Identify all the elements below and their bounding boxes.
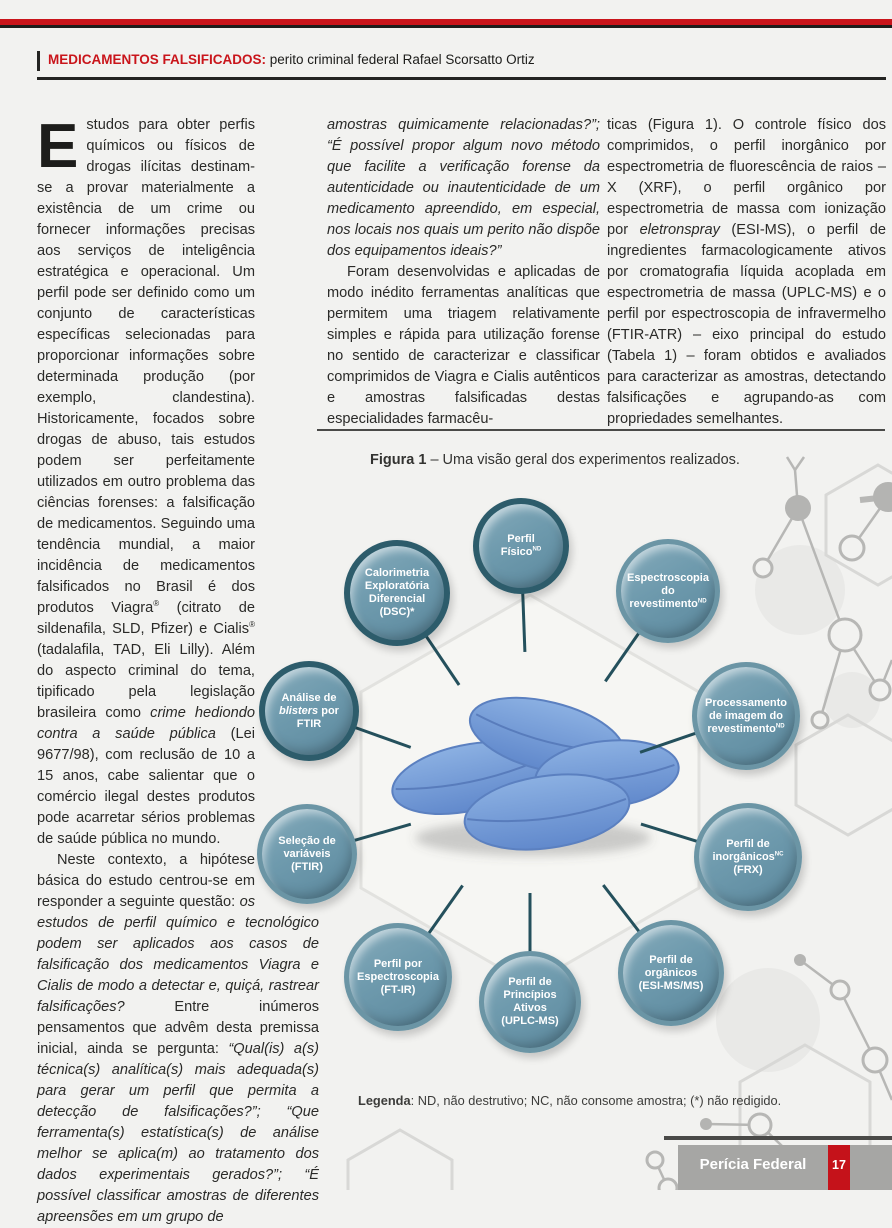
figure-node-label-line: blisters por — [279, 704, 339, 717]
figure-node-perfil-organicos — [618, 920, 724, 1026]
figure-node-label-line: Processamento — [705, 696, 787, 709]
figure-node-label-line: Perfil — [507, 533, 535, 545]
dropcap: E — [37, 112, 79, 181]
kicker-title: MEDICAMENTOS FALSIFICADOS: — [48, 52, 267, 67]
figure-caption — [320, 452, 790, 468]
figure-node-label-line: Exploratória — [364, 580, 430, 592]
figure-node-label-line: Diferencial — [368, 593, 426, 605]
paragraph: amostras quimicamente relacionadas?”; “É possível propor algum novo método que facilite a verificação forense da autenticidade ou inautenticidade de um medicamento apreendido, em especial, nos locais nos quais um perito não dispõe dos equipamentos ideais?” — [327, 117, 600, 259]
top-black-bar — [0, 25, 892, 28]
figure-node-selecao-variaveis — [257, 804, 357, 904]
figure-node-label-line: Ativos — [513, 1002, 547, 1014]
figure-diagram — [255, 478, 892, 1125]
figure-legend — [358, 1093, 781, 1108]
figure-node-label-line: FTIR — [296, 717, 322, 730]
figure-caption-label: Figura 1 — [370, 452, 427, 468]
paragraph: studos para obter perfis químicos ou físicos de drogas ilícitas destinam-se a provar materialmente a existência de um crime ou fornecer informações precisas aos serviços de inteligência estratégica e operacional. Um perfil pode ser definido como um conjunto de características específicas selecionadas para proporcionar informações sobre determinada produção (por exemplo, clandestina). Historicamente, focados sobre drogas de abuso, tais estudos podem ser perfeitamente utilizados em outro problema das ciências forenses: a falsificação de medicamentos. Seguindo uma tendência mundial, a maior incidência de medicamentos falsificados no Brasil é dos produtos Viagra® (citrato de sildenafila, SLD, Pfizer) e Cialis® (tadalafila, TAD, Eli Lilly). Além do aspecto criminal do tema, tipificado pela legislação brasileira como crime hediondo contra a saúde pública (Lei 9677/98), com reclusão de 10 a 15 anos, cabe salientar que o comércio ilegal destes produtos pode acarretar sérios problemas de saúde pública no mundo. — [37, 117, 255, 847]
figure-node-label-line: Princípios — [503, 989, 557, 1001]
figure-node-label-line: Perfil por — [373, 957, 423, 970]
figure-node-label-line: Análise de — [281, 691, 337, 704]
figure-node-label-line: Perfil de — [726, 837, 770, 850]
figure-node-label-line: Calorimetria — [364, 567, 430, 579]
figure-node-label-line: Espectroscopia — [357, 970, 439, 983]
figure-node-label-line: Espectroscopia — [627, 571, 709, 584]
figure-node-label-line: inorgânicos$^{NC}$ — [712, 850, 784, 863]
footer-page-number: 17 — [828, 1145, 850, 1190]
figure-node-label-line: Perfil de — [508, 976, 552, 988]
figure-caption-text: – Uma visão geral dos experimentos realizados. — [426, 452, 740, 468]
figure-node-label-line: orgânicos — [644, 966, 698, 979]
figure-node-label-line: variáveis — [283, 847, 331, 860]
figure-node-analise-blisters — [259, 661, 359, 761]
footer-brand: Perícia Federal — [699, 1156, 807, 1173]
column-divider-rule — [317, 429, 885, 431]
figure-node-label-line: (DSC)* — [379, 606, 415, 618]
article-column-2 — [327, 115, 600, 430]
figure-node-label-line: (FTIR) — [291, 860, 323, 873]
figure-node-perfil-principios-ativos — [479, 951, 581, 1053]
paragraph: Foram desenvolvidas e aplicadas de modo inédito ferramentas analíticas que permitem uma triagem relativamente simples e rápida para utilização forense no sentido de caracterizar e classificar comprimidos de Viagra e Cialis autênticos e amostras falsificadas destas especialidades farmacêu- — [327, 264, 600, 427]
figure-node-perfil-fisico — [473, 498, 569, 594]
paragraph: ticas (Figura 1). O controle físico dos comprimidos, o perfil inorgânico por espectrometria de fluorescência de raios – X (XRF), o perfil orgânico por espectrometria de massa com ionização por eletronspray (ESI-MS), o perfil de ingredientes farmacologicamente ativos por cromatografia líquida acoplada em espectrometria de massa (UPLC-MS) e o perfil por espectroscopia de infravermelho (FTIR-ATR) – eixo principal do estudo (Tabela 1) – foram obtidos e avaliados para caracterizar as amostras, detectando falsificações e agrupando-as com propriedades semelhantes. — [607, 117, 886, 427]
figure-node-label-line: (FT-IR) — [380, 983, 416, 996]
figure-node-perfil-espectroscopia-ftir — [344, 923, 452, 1031]
figure-node-label-line: revestimento$^{ND}$ — [707, 722, 785, 735]
article-column-3 — [607, 115, 886, 430]
figure-node-label-line: Físico$^{ND}$ — [500, 546, 542, 558]
figure-node-label-line: (UPLC-MS) — [501, 1015, 559, 1027]
figure-legend-text: : ND, não destrutivo; NC, não consome amostra; (*) não redigido. — [410, 1093, 782, 1108]
figure-legend-label: Legenda — [358, 1093, 411, 1108]
figure-node-label-line: (ESI-MS/MS) — [638, 979, 704, 992]
kicker — [37, 50, 886, 80]
figure-node-label-line: Seleção de — [278, 834, 336, 847]
figure-node-label-line: de imagem do — [709, 709, 783, 722]
figure-node-espectroscopia-revestimento — [616, 539, 720, 643]
figure-node-calorimetria-dsc — [344, 540, 450, 646]
kicker-subtitle: perito criminal federal Rafael Scorsatto Ortiz — [266, 52, 535, 67]
footer-bar — [678, 1145, 892, 1190]
figure-node-perfil-inorganicos — [694, 803, 802, 911]
figure-node-label-line: do — [661, 584, 675, 597]
paragraph: Neste contexto, a hipótese básica do estudo centrou-se em responder a seguinte questão: os estudos de perfil químico e tecnológico podem ser aplicados aos casos de falsificação dos medicamentos Viagra e Cialis de modo a detectar e, quiçá, rastrear falsificações? Entre inúmeros pensamentos que advêm desta premissa inicial, ainda se pergunta: “Qual(is) a(s) técnica(s) analítica(s) mais adequada(s) para gerar um perfil que permita a detecção de falsificações?”; “Que ferramenta(s) estatística(s) de análise melhor se aplica(m) ao tratamento dos dados experimentais gerados?”; “É possível classificar amostras de diferentes apreensões em um grupo de — [37, 852, 319, 1225]
figure-node-processamento-imagem — [692, 662, 800, 770]
figure-node-label-line: Perfil de — [649, 953, 693, 966]
footer-rule — [664, 1136, 892, 1140]
figure-node-label-line: (FRX) — [733, 863, 763, 876]
figure-node-label-line: revestimento$^{ND}$ — [629, 597, 707, 610]
